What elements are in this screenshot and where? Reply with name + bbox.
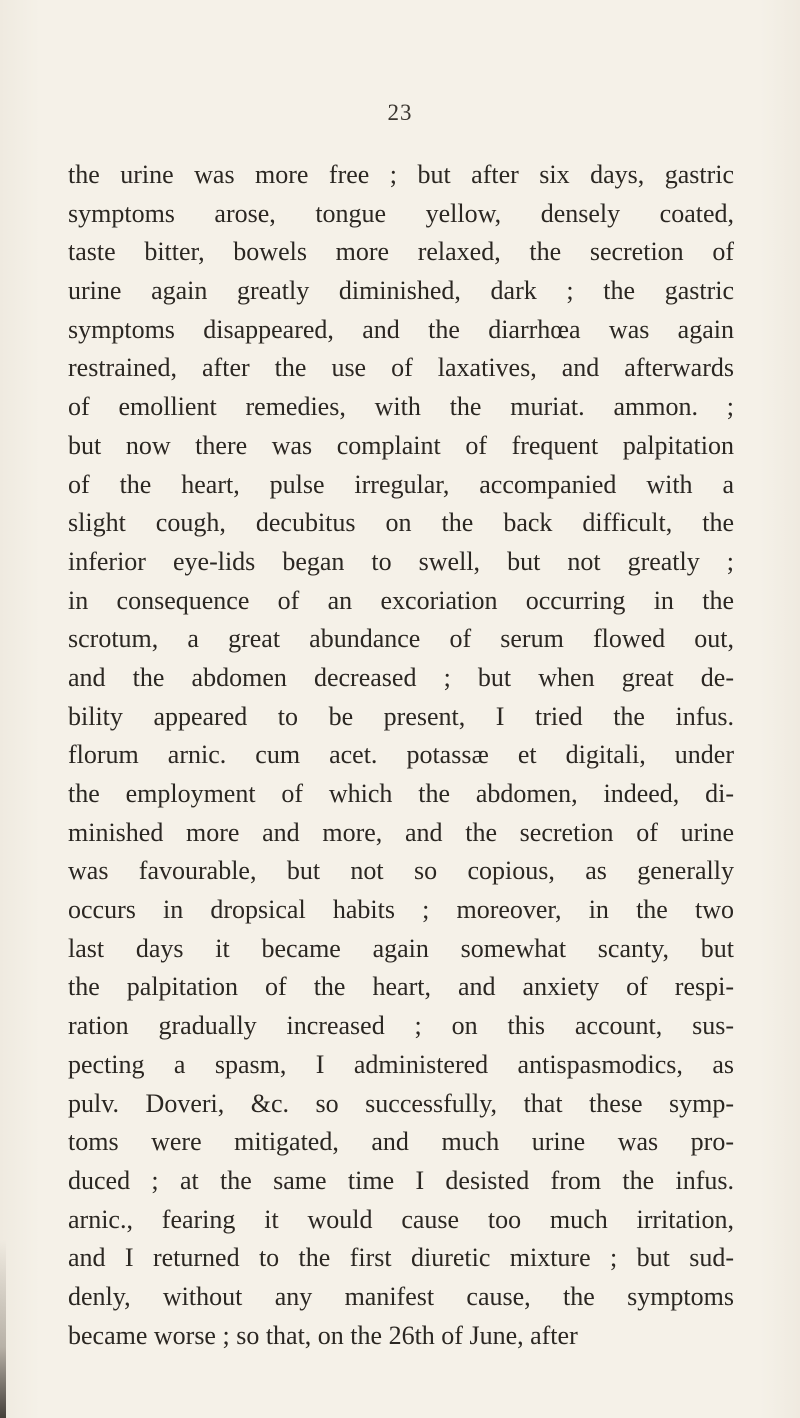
text-line: last days it became again somewhat scanty, but: [68, 933, 734, 963]
text-line: scrotum, a great abundance of serum flowed out,: [68, 624, 734, 654]
text-line: the employment of which the abdomen, indeed, di-: [68, 779, 734, 808]
page-edge-shadow: [0, 1240, 6, 1418]
text-line: became worse ; so that, on the 26th of June, after: [68, 1320, 578, 1350]
text-line: minished more and more, and the secretion of urine: [68, 817, 734, 847]
text-line: inferior eye-lids began to swell, but not greatly ;: [68, 546, 734, 576]
text-line: urine again greatly diminished, dark ; the gastric: [68, 276, 734, 306]
text-line: pecting a spasm, I administered antispasmodics, as: [68, 1049, 734, 1079]
text-line: taste bitter, bowels more relaxed, the secretion of: [68, 237, 734, 267]
body-text: [68, 156, 734, 1355]
text-line: but now there was complaint of frequent palpitation: [68, 430, 734, 460]
page-number: 23: [387, 100, 413, 125]
text-line: toms were mitigated, and much urine was pro-: [68, 1127, 734, 1157]
text-line: of emollient remedies, with the muriat. ammon. ;: [68, 392, 734, 422]
text-line: of the heart, pulse irregular, accompanied with a: [68, 469, 734, 499]
text-line: florum arnic. cum acet. potassæ et digitali, under: [68, 740, 734, 770]
text-line: pulv. Doveri, &c. so successfully, that these symp-: [68, 1088, 734, 1118]
text-line: bility appeared to be present, I tried the infus.: [68, 701, 734, 731]
text-line: and I returned to the first diuretic mixture ; but sud-: [68, 1243, 734, 1273]
text-line: denly, without any manifest cause, the symptoms: [68, 1281, 734, 1311]
text-line: arnic., fearing it would cause too much irritation,: [68, 1204, 734, 1234]
text-line: the urine was more free ; but after six days, gastric: [68, 160, 734, 189]
text-line: ration gradually increased ; on this account, sus-: [68, 1011, 734, 1041]
text-line: occurs in dropsical habits ; moreover, in the two: [68, 895, 734, 925]
text-line: the palpitation of the heart, and anxiety of respi-: [68, 972, 734, 1002]
text-line: symptoms arose, tongue yellow, densely coated,: [68, 198, 734, 228]
text-line: and the abdomen decreased ; but when great de-: [68, 662, 734, 692]
text-line: restrained, after the use of laxatives, and afterwards: [68, 353, 734, 383]
text-line: slight cough, decubitus on the back difficult, the: [68, 508, 734, 538]
text-line: symptoms disappeared, and the diarrhœa was again: [68, 314, 734, 344]
text-line: was favourable, but not so copious, as generally: [68, 856, 734, 886]
text-line: in consequence of an excoriation occurring in the: [68, 585, 734, 615]
text-line: duced ; at the same time I desisted from the infus.: [68, 1165, 734, 1195]
